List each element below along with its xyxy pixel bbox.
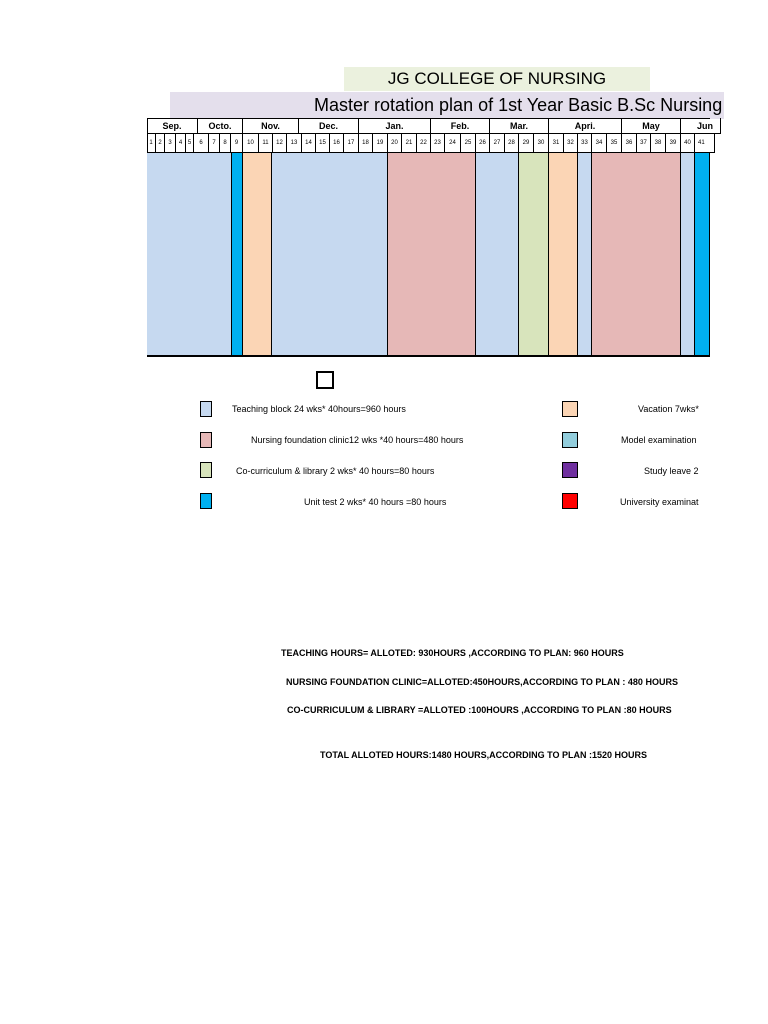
week-number: 6 xyxy=(194,134,209,153)
month-header: Dec. xyxy=(299,118,359,134)
week-number: 31 xyxy=(549,134,564,153)
week-number: 25 xyxy=(461,134,476,153)
legend-cocurriculum: Co-curriculum & library 2 wks* 40 hours=80 hours xyxy=(236,466,435,476)
week-number: 9 xyxy=(231,134,243,153)
cocurriculum-block xyxy=(519,153,549,355)
legend-clinic: Nursing foundation clinic12 wks *40 hours=480 hours xyxy=(251,435,464,445)
teaching-block xyxy=(681,153,695,355)
week-number: 28 xyxy=(505,134,519,153)
teaching-block xyxy=(578,153,592,355)
month-header: Nov. xyxy=(243,118,299,134)
week-number: 29 xyxy=(519,134,534,153)
college-title: JG COLLEGE OF NURSING xyxy=(344,67,650,91)
clinic-block xyxy=(592,153,681,355)
week-number: 11 xyxy=(259,134,273,153)
week-number: 3 xyxy=(165,134,176,153)
vacation-swatch xyxy=(562,401,578,417)
week-number: 26 xyxy=(476,134,490,153)
legend-study-leave: Study leave 2 xyxy=(644,466,699,476)
week-number: 24 xyxy=(445,134,461,153)
clinic-block xyxy=(388,153,476,355)
clinic-swatch xyxy=(200,432,212,448)
week-number: 38 xyxy=(651,134,666,153)
university-exam-swatch xyxy=(562,493,578,509)
empty-checkbox xyxy=(316,371,334,389)
week-number: 1 xyxy=(147,134,156,153)
month-header: Jun xyxy=(681,118,721,134)
week-number: 21 xyxy=(402,134,417,153)
teaching-swatch xyxy=(200,401,212,417)
week-number: 4 xyxy=(176,134,186,153)
vacation-block xyxy=(549,153,578,355)
vacation-block xyxy=(243,153,272,355)
month-header: Mar. xyxy=(490,118,549,134)
month-header: Feb. xyxy=(431,118,490,134)
week-number: 32 xyxy=(564,134,578,153)
plan-title-text: Master rotation plan of 1st Year Basic B.Sc Nursing xyxy=(314,95,723,115)
legend-unit-test: Unit test 2 wks* 40 hours =80 hours xyxy=(304,497,447,507)
month-header: Sep. xyxy=(147,118,198,134)
summary-clinic: NURSING FOUNDATION CLINIC=ALLOTED:450HOURS,ACCORDING TO PLAN : 480 HOURS xyxy=(286,677,678,687)
week-number: 15 xyxy=(316,134,330,153)
teaching-block xyxy=(476,153,519,355)
legend-model-exam: Model examination xyxy=(621,435,697,445)
week-number: 22 xyxy=(417,134,431,153)
week-number: 14 xyxy=(302,134,316,153)
plan-title xyxy=(170,92,724,119)
model-exam-swatch xyxy=(562,432,578,448)
week-number: 34 xyxy=(592,134,607,153)
week-number: 18 xyxy=(359,134,373,153)
summary-total: TOTAL ALLOTED HOURS:1480 HOURS,ACCORDING TO PLAN :1520 HOURS xyxy=(320,750,648,760)
teaching-block xyxy=(272,153,388,355)
week-number: 13 xyxy=(287,134,302,153)
week-number: 30 xyxy=(534,134,549,153)
week-number: 8 xyxy=(220,134,231,153)
week-number: 10 xyxy=(243,134,259,153)
month-header: Apri. xyxy=(549,118,622,134)
week-number: 40 xyxy=(681,134,695,153)
unit-test-block xyxy=(232,153,243,355)
week-number: 23 xyxy=(431,134,445,153)
week-number: 7 xyxy=(209,134,220,153)
week-number: 2 xyxy=(156,134,165,153)
month-header: Jan. xyxy=(359,118,431,134)
legend-university-exam: University examinat xyxy=(620,497,699,507)
teaching-block xyxy=(147,153,232,355)
week-number: 5 xyxy=(186,134,194,153)
week-number: 16 xyxy=(330,134,344,153)
study-leave-swatch xyxy=(562,462,578,478)
unit-test-block xyxy=(695,153,710,355)
legend-vacation: Vacation 7wks* xyxy=(638,404,699,414)
week-number: 36 xyxy=(622,134,637,153)
week-number: 27 xyxy=(490,134,505,153)
week-number: 35 xyxy=(607,134,622,153)
cocurriculum-swatch xyxy=(200,462,212,478)
legend-teaching: Teaching block 24 wks* 40hours=960 hours xyxy=(232,404,406,414)
month-header: May xyxy=(622,118,681,134)
summary-teaching: TEACHING HOURS= ALLOTED: 930HOURS ,ACCORDING TO PLAN: 960 HOURS xyxy=(281,648,624,658)
grid-bottom-border xyxy=(147,355,710,357)
week-number: 19 xyxy=(373,134,388,153)
week-number: 33 xyxy=(578,134,592,153)
month-header: Octo. xyxy=(198,118,243,134)
week-number: 20 xyxy=(388,134,402,153)
summary-cocurriculum: CO-CURRICULUM & LIBRARY =ALLOTED :100HOURS ,ACCORDING TO PLAN :80 HOURS xyxy=(287,705,672,715)
week-number: 17 xyxy=(344,134,359,153)
week-number: 37 xyxy=(637,134,651,153)
week-number: 41 xyxy=(695,134,715,153)
week-number: 12 xyxy=(273,134,287,153)
rotation-grid xyxy=(147,118,714,357)
unit-test-swatch xyxy=(200,493,212,509)
week-number: 39 xyxy=(666,134,681,153)
